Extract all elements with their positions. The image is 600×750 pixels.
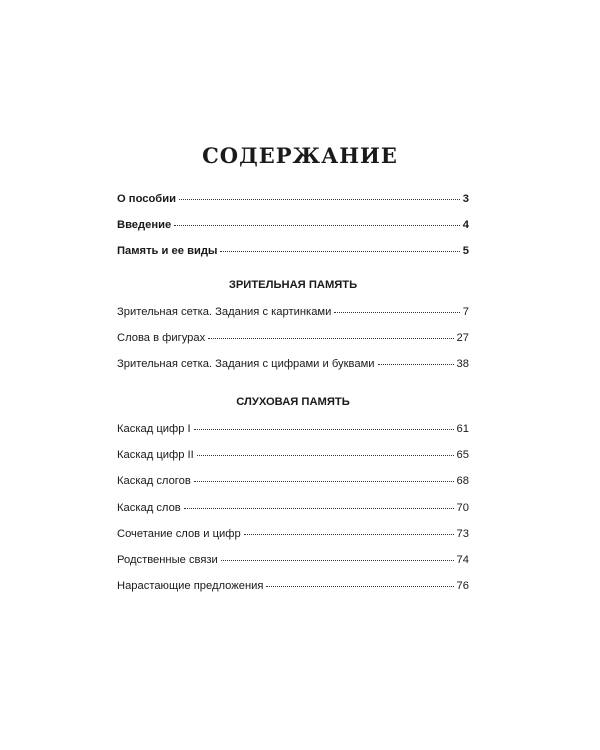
toc-entry [117, 528, 469, 554]
toc-entry [117, 475, 469, 501]
dot-leader [184, 508, 454, 509]
toc-entry-page: 68 [456, 475, 469, 488]
toc-entry [117, 193, 469, 219]
toc-entry-label: Каскад цифр I [117, 423, 191, 435]
toc-entry-page: 5 [462, 245, 469, 258]
toc-entry-label: Каскад цифр II [117, 449, 194, 462]
toc-entry [117, 245, 469, 271]
toc-entry [117, 554, 469, 580]
toc-entry-page: 7 [462, 306, 469, 318]
toc-entry [117, 580, 469, 606]
toc-entry-page: 74 [456, 553, 469, 566]
toc-entry-page: 27 [456, 332, 469, 345]
toc-intro-group [117, 193, 469, 272]
toc-entry [117, 219, 469, 245]
toc-entry-label: Каскад слов [117, 501, 181, 514]
toc-entry-page: 73 [456, 527, 469, 540]
toc-entry-page: 70 [456, 501, 469, 514]
toc-entry-page: 3 [462, 193, 469, 205]
toc-entry-label: Зрительная сетка. Задания с картинками [117, 306, 332, 318]
dot-leader [266, 586, 453, 587]
dot-leader [174, 225, 460, 226]
toc-entry [117, 502, 469, 528]
toc-entry [117, 423, 469, 449]
dot-leader [244, 534, 454, 535]
toc-entry [117, 306, 469, 332]
toc-entry-label: Родственные связи [117, 553, 218, 566]
toc-entry-label: Введение [117, 219, 172, 232]
toc-entry-label: Нарастающие предложения [117, 580, 264, 593]
dot-leader [179, 199, 460, 200]
toc-section-visual-memory [117, 278, 469, 385]
dot-leader [220, 251, 459, 252]
toc-entry-label: О пособии [117, 193, 176, 205]
page-title: СОДЕРЖАНИЕ [202, 143, 398, 168]
toc-entry-label: Зрительная сетка. Задания с цифрами и буквами [117, 358, 375, 371]
section-heading: ЗРИТЕЛЬНАЯ ПАМЯТЬ [228, 279, 358, 291]
dot-leader [378, 364, 454, 365]
dot-leader [208, 338, 453, 339]
toc-entry-page: 65 [456, 449, 469, 462]
toc-entry-label: Память и ее виды [117, 245, 218, 258]
dot-leader [194, 481, 454, 482]
toc-entry-page: 76 [456, 580, 469, 593]
dot-leader [221, 560, 454, 561]
dot-leader [197, 455, 454, 456]
toc-entry-page: 38 [456, 358, 469, 371]
toc-entry [117, 332, 469, 358]
toc-entry-page: 61 [456, 423, 469, 435]
toc-entry [117, 449, 469, 475]
toc-entry [117, 358, 469, 384]
dot-leader [334, 312, 459, 313]
section-heading: СЛУХОВАЯ ПАМЯТЬ [236, 396, 350, 408]
dot-leader [194, 429, 454, 430]
toc-entry-label: Сочетание слов и цифр [117, 527, 241, 540]
toc-section-auditory-memory [117, 395, 469, 606]
toc-entry-label: Слова в фигурах [117, 332, 206, 345]
toc-entry-page: 4 [462, 219, 469, 232]
toc-entry-label: Каскад слогов [117, 475, 191, 488]
